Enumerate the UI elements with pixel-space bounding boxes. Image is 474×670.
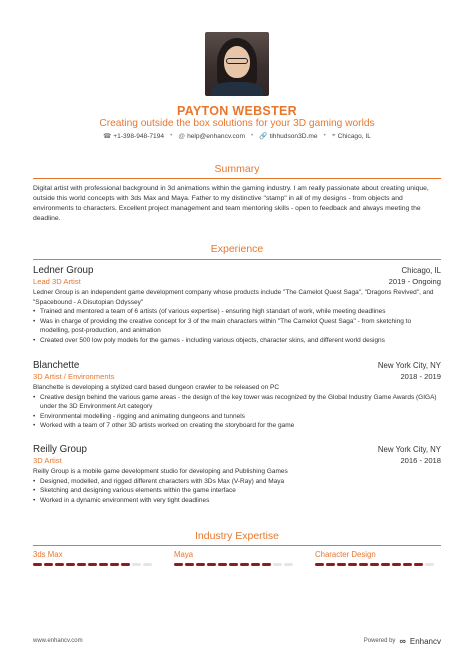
job-description: Ledner Group is an independent game development company whose products include "The Camelot Quest Saga", "Dragons Revived", and "Spacebound - A Disutopian Odyssey": [33, 289, 434, 306]
contact-bar: [0, 132, 474, 140]
job-location: New York City, NY: [377, 361, 441, 370]
contact-phone: ☎ +1-398-948-7194: [103, 132, 165, 140]
expertise-heading: Industry Expertise: [194, 530, 280, 542]
skill-level-segment: [110, 563, 119, 566]
at-icon: @: [178, 132, 186, 140]
job-bullet: • Sketching and designing various elements within the game interface: [33, 486, 441, 496]
job-location: Chicago, IL: [401, 266, 441, 275]
job-description: Reilly Group is a mobile game development studio for developing and Publishing Games: [33, 468, 288, 475]
skill-level-segment: [174, 563, 183, 566]
job-entry-blanchette: [33, 360, 441, 431]
skill-level-bar: [315, 563, 441, 566]
contact-website[interactable]: 🔗 tihhudson3D.me: [259, 132, 318, 140]
contact-location: ⌖ Chicago, IL: [331, 132, 371, 140]
job-dates: 2019 - Ongoing: [388, 277, 441, 286]
skill-level-segment: [132, 563, 141, 566]
separator: •: [170, 132, 173, 139]
skill-level-segment: [88, 563, 97, 566]
skill-level-segment: [66, 563, 75, 566]
job-bullets: [33, 477, 441, 506]
skill-level-bar: [33, 563, 159, 566]
expertise-divider: [33, 545, 441, 546]
job-company: Ledner Group: [33, 265, 94, 276]
skill-level-segment: [196, 563, 205, 566]
powered-by-label: Powered by: [363, 638, 396, 644]
contact-email[interactable]: @ help@enhancv.com: [178, 132, 245, 140]
skill-level-segment: [370, 563, 379, 566]
job-bullet: • Creative design behind the various game areas - the design of the key tower was recognized by the Global Industry Game Awards (GIGA) under the 3D Environment Art category: [33, 393, 441, 412]
skill-level-segment: [414, 563, 423, 566]
skill-level-segment: [315, 563, 324, 566]
skill-level-segment: [337, 563, 346, 566]
skill-level-segment: [44, 563, 53, 566]
job-bullet: • Environmental modelling - rigging and animating dungeons and tunnels: [33, 412, 441, 422]
job-company: Reilly Group: [33, 444, 87, 455]
skill-level-segment: [359, 563, 368, 566]
skill-level-segment: [284, 563, 293, 566]
skill-level-segment: [273, 563, 282, 566]
enhancv-logo-icon: ∞: [399, 636, 406, 646]
skill-name: Maya: [174, 550, 194, 559]
skill-level-segment: [207, 563, 216, 566]
separator: •: [323, 132, 326, 139]
skill-level-segment: [55, 563, 64, 566]
job-bullet: • Worked with a team of 7 other 3D artists worked on creating the storyboard for the game: [33, 421, 441, 431]
skill-level-segment: [403, 563, 412, 566]
job-bullet: • Designed, modelled, and rigged different characters with 3Ds Max (V-Ray) and Maya: [33, 477, 441, 487]
skill-item: [315, 550, 441, 566]
job-role: Lead 3D Artist: [33, 277, 81, 286]
skill-level-segment: [392, 563, 401, 566]
job-entry-reilly: [33, 444, 441, 505]
skill-level-segment: [143, 563, 152, 566]
job-description: Blanchette is developing a stylized card based dungeon crawler to be released on PC: [33, 384, 280, 391]
skill-level-bar: [174, 563, 300, 566]
job-bullet: • Created over 500 low poly models for the games - including various objects, character skins, and different world designs: [33, 336, 441, 346]
skill-level-segment: [251, 563, 260, 566]
skill-level-segment: [229, 563, 238, 566]
job-role: 3D Artist: [33, 456, 62, 465]
skill-item: [174, 550, 300, 566]
footer-brand: [364, 636, 441, 646]
footer-site[interactable]: www.enhancv.com: [33, 638, 83, 644]
skill-level-segment: [240, 563, 249, 566]
skill-level-segment: [99, 563, 108, 566]
job-entry-ledner: [33, 265, 441, 345]
candidate-headline: Creating outside the box solutions for your 3D gaming worlds: [99, 118, 375, 129]
skill-level-segment: [381, 563, 390, 566]
skill-level-segment: [326, 563, 335, 566]
skill-level-segment: [218, 563, 227, 566]
skill-item: [33, 550, 159, 566]
link-icon: 🔗: [259, 133, 268, 140]
job-location: New York City, NY: [377, 445, 441, 454]
summary-divider: [33, 178, 441, 179]
skill-level-segment: [121, 563, 130, 566]
job-bullets: [33, 393, 441, 431]
skill-level-segment: [425, 563, 434, 566]
experience-heading: Experience: [210, 243, 264, 255]
job-company: Blanchette: [33, 360, 80, 371]
page-footer: [33, 636, 441, 646]
skills-row: [33, 550, 441, 566]
job-bullet: • Trained and mentored a team of 6 artists (of various expertise) - ensuring high standart of work, while meeting deadlines: [33, 307, 441, 317]
skill-level-segment: [185, 563, 194, 566]
skill-name: Character Design: [315, 550, 376, 559]
brand-name: Enhancv: [409, 636, 441, 646]
job-bullet: • Worked in a dynamic environment with very tight deadlines: [33, 496, 441, 506]
skill-level-segment: [33, 563, 42, 566]
profile-photo: [205, 32, 269, 96]
candidate-name: PAYTON WEBSTER: [177, 104, 297, 118]
skill-level-segment: [262, 563, 271, 566]
skill-name: 3ds Max: [33, 550, 63, 559]
job-bullets: [33, 307, 441, 345]
summary-heading: Summary: [214, 163, 260, 175]
phone-icon: ☎: [103, 133, 112, 140]
skill-level-segment: [348, 563, 357, 566]
job-dates: 2018 - 2019: [400, 372, 441, 381]
separator: •: [250, 132, 254, 139]
location-icon: ⌖: [331, 132, 336, 139]
summary-text: Digital artist with professional background in 3d animations within the gaming industry. I am really passionate about creating unique, outside this world concepts with 3ds Max and Maya. Father to my distinctive "stamp" in all of my designs - from objects and environments to characters. Excellent project management and team mentoring skills - open to feedback and always meeting the deadline.: [33, 185, 429, 222]
job-bullet: • Was in charge of providing the creative concept for 3 of the main characters within "The Camelot Quest Saga" - from sketching to modelling, post-production, and animation: [33, 317, 441, 336]
skill-level-segment: [77, 563, 86, 566]
experience-divider: [33, 259, 441, 260]
job-dates: 2016 - 2018: [400, 456, 441, 465]
job-role: 3D Artist / Environments: [33, 372, 115, 381]
